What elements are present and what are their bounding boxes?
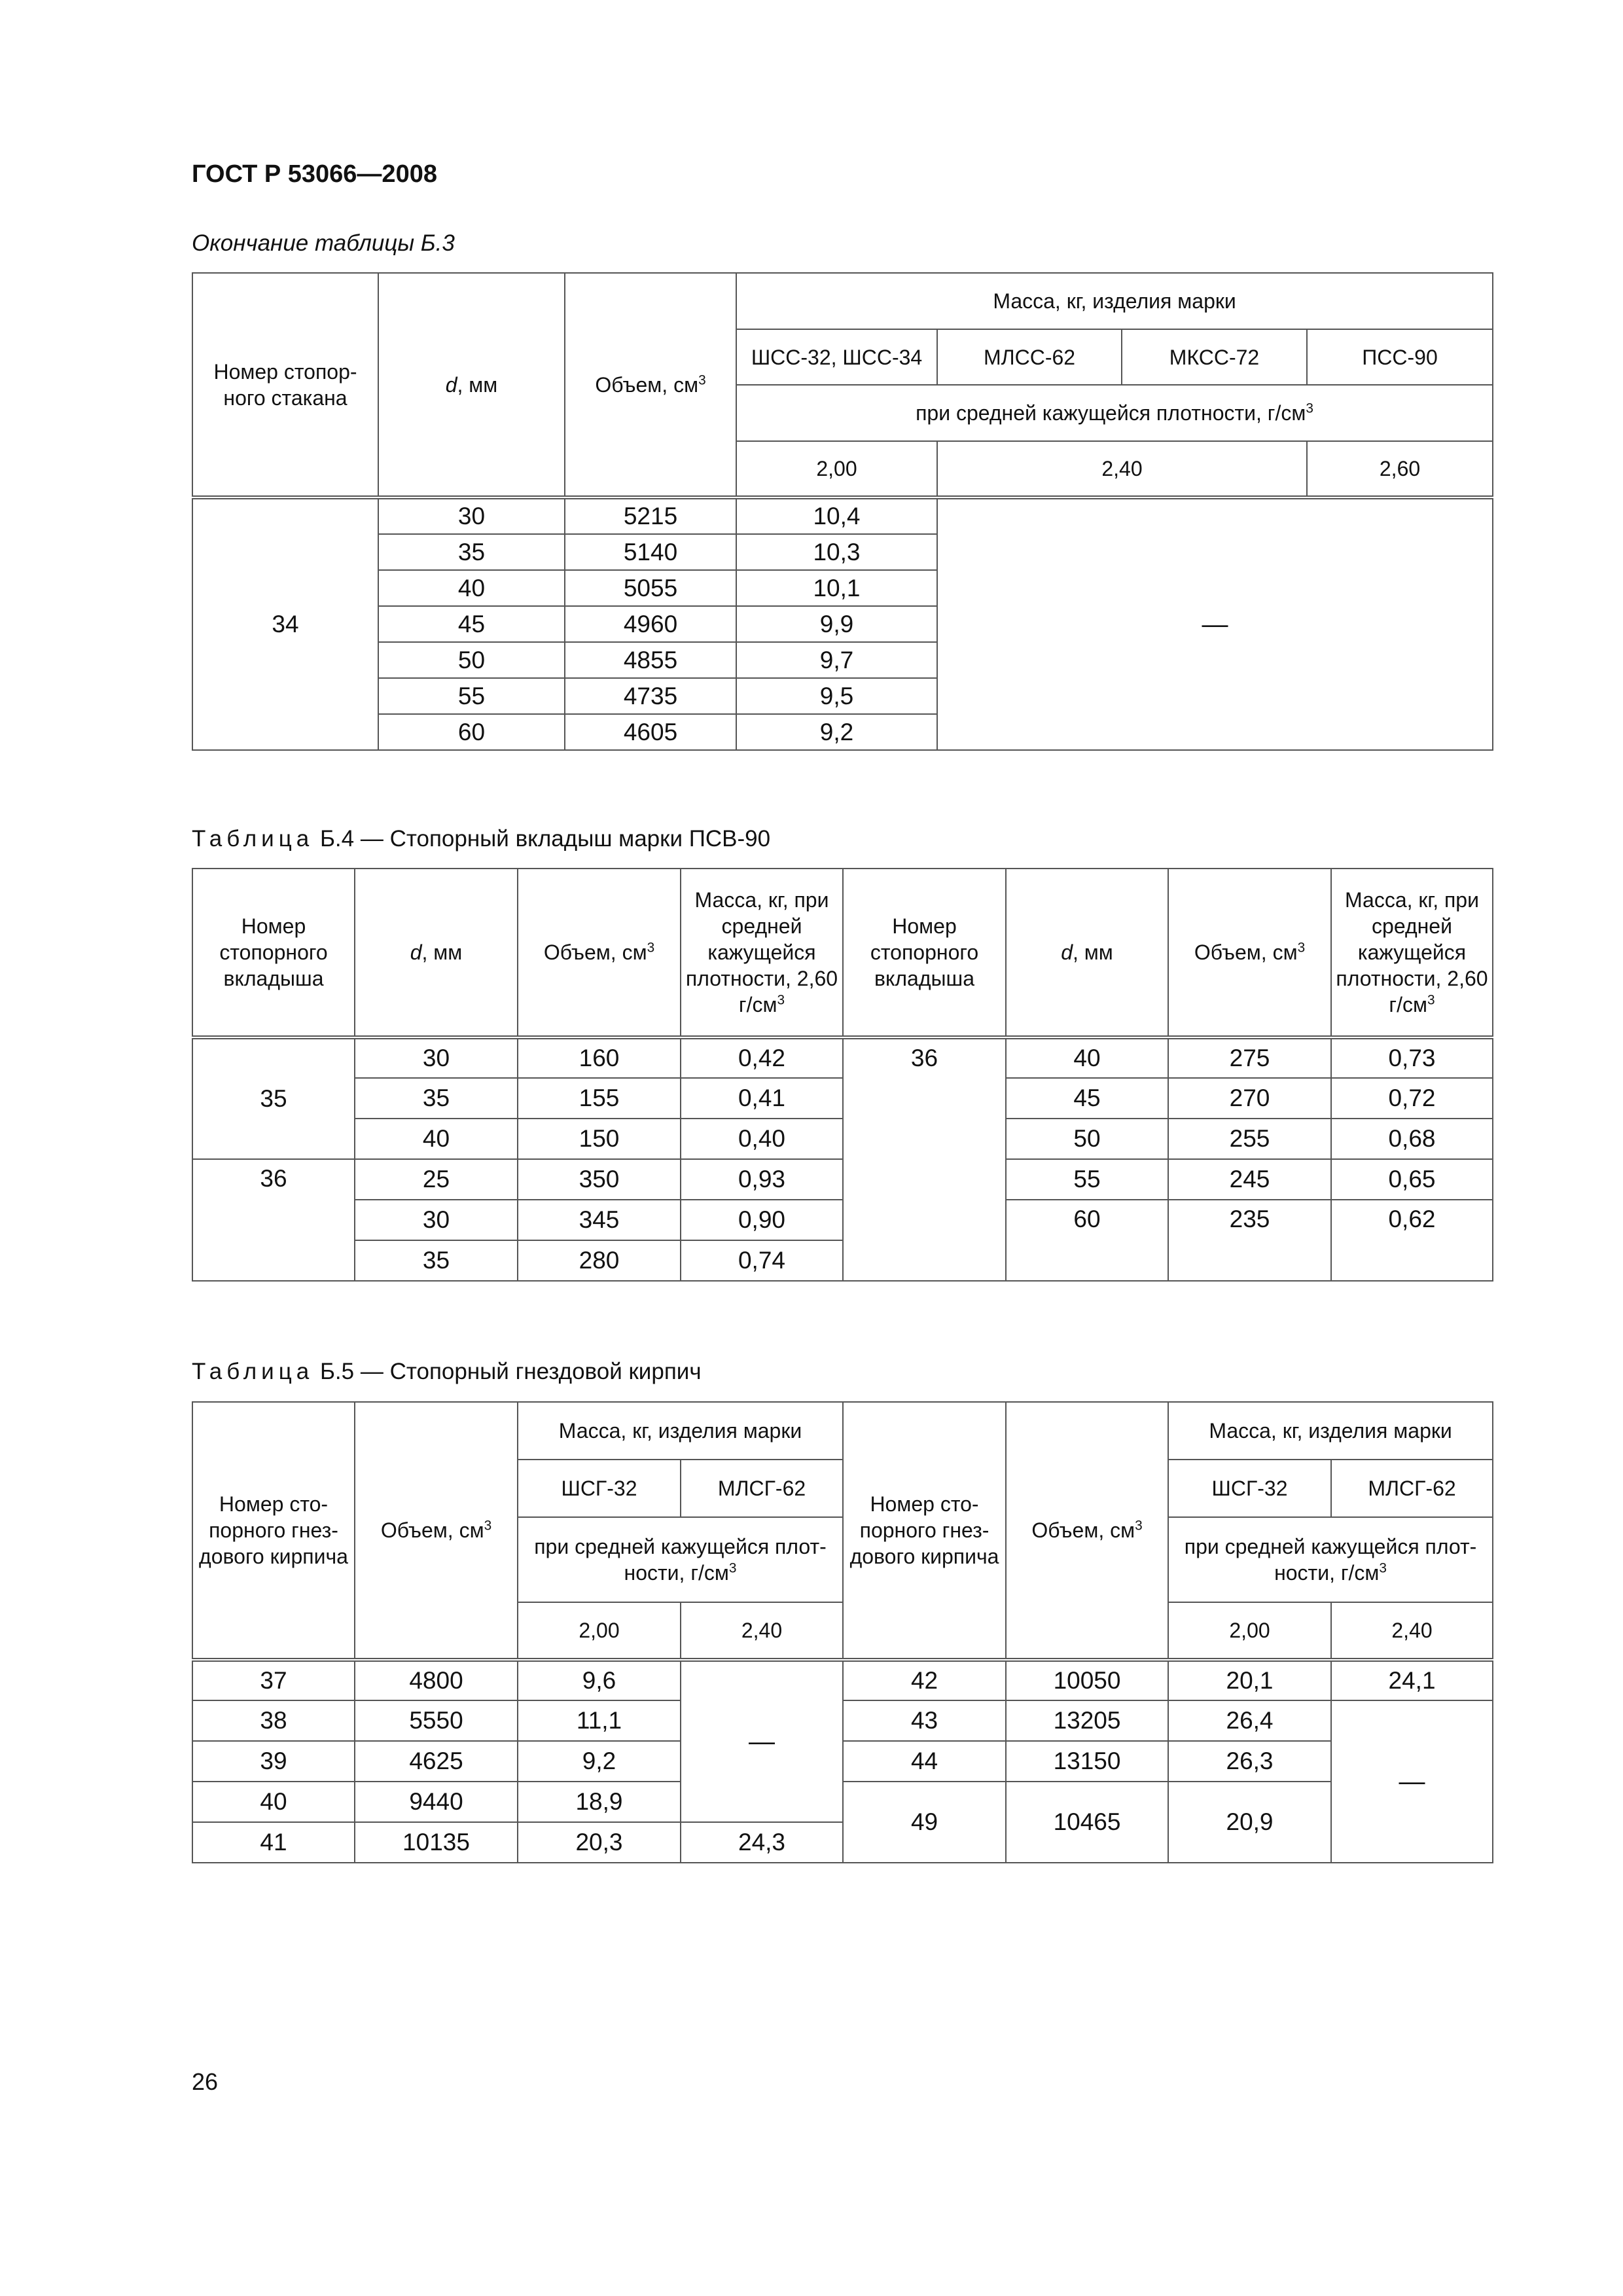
mass-cell: 0,90 <box>681 1200 843 1240</box>
diameter-cell: 60 <box>1006 1200 1168 1281</box>
volume-cell: 270 <box>1168 1078 1331 1119</box>
col-header-density-value: 2,00 <box>1168 1602 1331 1660</box>
diameter-cell: 30 <box>355 1200 518 1240</box>
col-header-density: при средней кажущейся плот-ности, $г/см^3$ <box>518 1517 843 1602</box>
col-header-volume: Объем, $см^3$ <box>1006 1402 1168 1660</box>
col-header-mass: Масса, кг, при средней кажущейся плотности, 2,60 $г/см^3$ <box>681 869 843 1037</box>
col-header-brand-shss: ШСС-32, ШСС-34 <box>736 329 937 385</box>
brick-number-cell: 43 <box>843 1700 1006 1741</box>
col-header-density-value: 2,00 <box>518 1602 681 1660</box>
brick-number-cell: 49 <box>843 1782 1006 1863</box>
table-row <box>192 1119 1493 1159</box>
mass-cell: 9,5 <box>736 678 937 714</box>
mass-cell: 10,1 <box>736 570 937 606</box>
col-header-brand-shsg: ШСГ-32 <box>518 1460 681 1517</box>
volume-cell: 4855 <box>565 642 736 678</box>
brick-number-cell: 44 <box>843 1741 1006 1782</box>
volume-cell: 280 <box>518 1240 681 1281</box>
col-header-density-value: 2,40 <box>681 1602 843 1660</box>
mass-cell: 0,74 <box>681 1240 843 1281</box>
col-header-insert-number: Номер стопорного вкладыша <box>843 869 1006 1037</box>
col-header-diameter: d, мм <box>355 869 518 1037</box>
page-number: 26 <box>192 2068 219 2095</box>
table-b3 <box>192 272 1493 751</box>
mass-cell: 0,93 <box>681 1159 843 1200</box>
stopper-number-cell: 34 <box>192 497 378 750</box>
brick-number-cell: 39 <box>192 1741 355 1782</box>
volume-cell: 4960 <box>565 606 736 642</box>
volume-cell: 255 <box>1168 1119 1331 1159</box>
mass-cell: 0,40 <box>681 1119 843 1159</box>
col-header-brand-shsg: ШСГ-32 <box>1168 1460 1331 1517</box>
diameter-cell: 45 <box>378 606 565 642</box>
brick-number-cell: 38 <box>192 1700 355 1741</box>
col-header-volume: Объем, $см^3$ <box>1168 869 1331 1037</box>
volume-cell: 4625 <box>355 1741 518 1782</box>
col-header-brick-number: Номер сто-порного гнез-дового кирпича <box>192 1402 355 1660</box>
mass-cell: 26,3 <box>1168 1741 1331 1782</box>
mass-cell: 0,68 <box>1331 1119 1493 1159</box>
mass-cell: 24,1 <box>1331 1660 1493 1700</box>
mass-cell: 10,4 <box>736 497 937 534</box>
volume-cell: 10050 <box>1006 1660 1168 1700</box>
volume-cell: 160 <box>518 1037 681 1078</box>
col-header-density: при средней кажущейся плотности, $г/см^3$ <box>736 385 1493 441</box>
mass-cell: 20,3 <box>518 1822 681 1863</box>
col-header-density-value: 2,00 <box>736 441 937 497</box>
volume-cell: 5055 <box>565 570 736 606</box>
col-header-diameter: d, мм <box>1006 869 1168 1037</box>
diameter-cell: 40 <box>378 570 565 606</box>
brick-number-cell: 41 <box>192 1822 355 1863</box>
diameter-cell: 55 <box>378 678 565 714</box>
volume-cell: 10465 <box>1006 1782 1168 1863</box>
diameter-cell: 35 <box>378 534 565 570</box>
col-header-mass: Масса, кг, изделия марки <box>518 1402 843 1460</box>
table-row <box>192 1660 1493 1700</box>
col-header-brick-number: Номер сто-порного гнез-дового кирпича <box>843 1402 1006 1660</box>
mass-cell: 0,73 <box>1331 1037 1493 1078</box>
empty-dash-cell: — <box>937 497 1493 750</box>
col-header-volume: Объем, $см^3$ <box>518 869 681 1037</box>
col-header-brand-mlsg: МЛСГ-62 <box>681 1460 843 1517</box>
mass-cell: 0,62 <box>1331 1200 1493 1281</box>
table-row <box>192 1200 1493 1240</box>
empty-dash-cell: — <box>681 1660 843 1822</box>
col-header-stopper-number: Номер стопор-ного стакана <box>192 273 378 497</box>
mass-cell: 0,41 <box>681 1078 843 1119</box>
brick-number-cell: 42 <box>843 1660 1006 1700</box>
volume-cell: 4735 <box>565 678 736 714</box>
volume-cell: 5215 <box>565 497 736 534</box>
col-header-density-value: 2,40 <box>937 441 1307 497</box>
col-header-mass: Масса, кг, при средней кажущейся плотности, 2,60 $г/см^3$ <box>1331 869 1493 1037</box>
col-header-mass: Масса, кг, изделия марки <box>1168 1402 1493 1460</box>
col-header-volume: Объем, $см^3$ <box>565 273 736 497</box>
diameter-cell: 50 <box>378 642 565 678</box>
diameter-cell: 55 <box>1006 1159 1168 1200</box>
volume-cell: 10135 <box>355 1822 518 1863</box>
mass-cell: 18,9 <box>518 1782 681 1822</box>
diameter-cell: 60 <box>378 714 565 750</box>
table-b4-caption: Таблица Б.4 — Стопорный вкладыш марки ПСВ-90 <box>192 826 771 852</box>
col-header-density-value: 2,60 <box>1307 441 1493 497</box>
volume-cell: 150 <box>518 1119 681 1159</box>
mass-cell: 10,3 <box>736 534 937 570</box>
mass-cell: 20,9 <box>1168 1782 1331 1863</box>
mass-cell: 9,2 <box>518 1741 681 1782</box>
mass-cell: 20,1 <box>1168 1660 1331 1700</box>
mass-cell: 0,72 <box>1331 1078 1493 1119</box>
diameter-cell: 25 <box>355 1159 518 1200</box>
table-b3-caption: Окончание таблицы Б.3 <box>192 230 455 256</box>
mass-cell: 0,42 <box>681 1037 843 1078</box>
col-header-volume: Объем, $см^3$ <box>355 1402 518 1660</box>
mass-cell: 24,3 <box>681 1822 843 1863</box>
mass-cell: 9,6 <box>518 1660 681 1700</box>
diameter-cell: 40 <box>355 1119 518 1159</box>
col-header-brand-mlsg: МЛСГ-62 <box>1331 1460 1493 1517</box>
mass-cell: 0,65 <box>1331 1159 1493 1200</box>
insert-number-cell: 36 <box>192 1159 355 1281</box>
table-b5-caption: Таблица Б.5 — Стопорный гнездовой кирпич <box>192 1359 702 1384</box>
table-row <box>192 1037 1493 1078</box>
volume-cell: 13205 <box>1006 1700 1168 1741</box>
table-row <box>192 1159 1493 1200</box>
diameter-cell: 45 <box>1006 1078 1168 1119</box>
col-header-insert-number: Номер стопорного вкладыша <box>192 869 355 1037</box>
volume-cell: 350 <box>518 1159 681 1200</box>
volume-cell: 5140 <box>565 534 736 570</box>
brick-number-cell: 37 <box>192 1660 355 1700</box>
table-b5 <box>192 1401 1493 1863</box>
mass-cell: 26,4 <box>1168 1700 1331 1741</box>
volume-cell: 4605 <box>565 714 736 750</box>
col-header-mass: Масса, кг, изделия марки <box>736 273 1493 329</box>
diameter-cell: 30 <box>355 1037 518 1078</box>
mass-cell: 11,1 <box>518 1700 681 1741</box>
mass-cell: 9,7 <box>736 642 937 678</box>
col-header-density-value: 2,40 <box>1331 1602 1493 1660</box>
volume-cell: 245 <box>1168 1159 1331 1200</box>
table-row <box>192 1782 1493 1822</box>
table-row <box>192 1078 1493 1119</box>
mass-cell: 9,9 <box>736 606 937 642</box>
col-header-brand-mlss: МЛСС-62 <box>937 329 1122 385</box>
diameter-cell: 35 <box>355 1240 518 1281</box>
brick-number-cell: 40 <box>192 1782 355 1822</box>
empty-dash-cell: — <box>1331 1700 1493 1863</box>
volume-cell: 9440 <box>355 1782 518 1822</box>
col-header-density: при средней кажущейся плот-ности, $г/см^3$ <box>1168 1517 1493 1602</box>
table-row <box>192 1741 1493 1782</box>
table-row <box>192 497 1493 534</box>
diameter-cell: 30 <box>378 497 565 534</box>
col-header-diameter: d, мм <box>378 273 565 497</box>
volume-cell: 4800 <box>355 1660 518 1700</box>
col-header-brand-mkss: МКСС-72 <box>1122 329 1307 385</box>
table-b4 <box>192 868 1493 1282</box>
diameter-cell: 40 <box>1006 1037 1168 1078</box>
volume-cell: 275 <box>1168 1037 1331 1078</box>
insert-number-cell: 36 <box>843 1037 1006 1281</box>
diameter-cell: 35 <box>355 1078 518 1119</box>
volume-cell: 13150 <box>1006 1741 1168 1782</box>
volume-cell: 155 <box>518 1078 681 1119</box>
volume-cell: 345 <box>518 1200 681 1240</box>
diameter-cell: 50 <box>1006 1119 1168 1159</box>
mass-cell: 9,2 <box>736 714 937 750</box>
table-row <box>192 1700 1493 1741</box>
volume-cell: 235 <box>1168 1200 1331 1281</box>
document-header: ГОСТ Р 53066—2008 <box>192 160 437 188</box>
insert-number-cell: 35 <box>192 1037 355 1159</box>
col-header-brand-pss: ПСС-90 <box>1307 329 1493 385</box>
volume-cell: 5550 <box>355 1700 518 1741</box>
